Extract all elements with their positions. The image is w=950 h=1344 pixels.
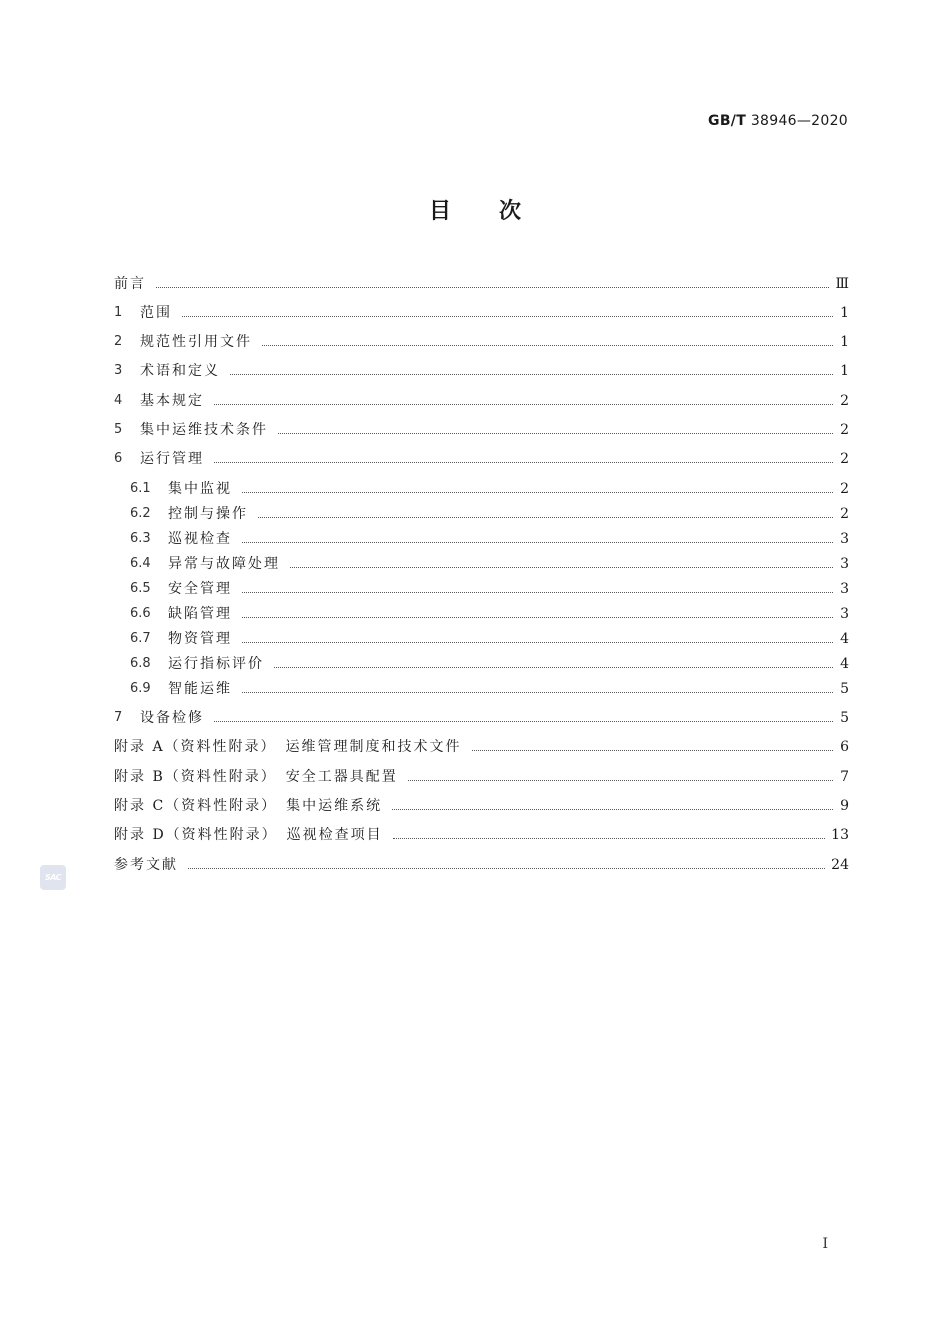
- toc-entry[interactable]: [114, 332, 849, 352]
- toc-entry[interactable]: [114, 303, 849, 323]
- toc-entry-page: 2: [840, 451, 849, 467]
- toc-entry-label: 范围: [140, 305, 172, 321]
- toc-entry[interactable]: [114, 274, 849, 294]
- toc-dot-leader: [274, 648, 833, 668]
- toc-entry[interactable]: [114, 449, 849, 469]
- toc-dot-leader: [156, 268, 829, 288]
- toc-entry-label: 参考文献: [114, 857, 178, 873]
- toc-entry-label: 运行指标评价: [168, 656, 264, 672]
- toc-entry-page: 5: [840, 710, 849, 726]
- toc-entry[interactable]: [114, 737, 849, 757]
- toc-entry-number: 6.3: [130, 531, 151, 546]
- toc-entry-number: 6.7: [130, 631, 151, 646]
- toc-entry-page: 1: [840, 305, 849, 321]
- toc-entry[interactable]: [114, 361, 849, 381]
- toc-entry-page: 7: [840, 769, 849, 785]
- toc-entry[interactable]: [130, 679, 849, 699]
- toc-entry-number: 2: [114, 334, 123, 349]
- toc-dot-leader: [214, 385, 833, 405]
- toc-dot-leader: [242, 473, 833, 493]
- toc-entry[interactable]: [130, 554, 849, 574]
- toc-dot-leader: [242, 523, 833, 543]
- toc-dot-leader: [472, 731, 833, 751]
- toc-entry-page: 3: [840, 581, 849, 597]
- toc-dot-leader: [278, 414, 833, 434]
- standard-code-prefix: GB/T: [708, 113, 747, 129]
- toc-entry-label: 前言: [114, 276, 146, 292]
- toc-entry-label: 运行管理: [140, 451, 204, 467]
- toc-dot-leader: [242, 673, 833, 693]
- toc-entry-page: 2: [840, 481, 849, 497]
- toc-entry-number: 5: [114, 422, 123, 437]
- toc-dot-leader: [242, 598, 833, 618]
- toc-entry-label: 附录 D（资料性附录） 巡视检查项目: [114, 827, 383, 843]
- toc-dot-leader: [290, 548, 833, 568]
- toc-entry-page: 4: [840, 656, 849, 672]
- toc-entry-number: 6.9: [130, 681, 151, 696]
- toc-dot-leader: [258, 498, 833, 518]
- toc-entry-number: 7: [114, 710, 123, 725]
- toc-entry-page: Ⅲ: [835, 276, 849, 292]
- toc-entry-number: 6.5: [130, 581, 151, 596]
- toc-entry-label: 基本规定: [140, 393, 204, 409]
- toc-entry[interactable]: [114, 825, 849, 845]
- toc-title: 目次: [428, 199, 569, 224]
- toc-entry-page: 3: [840, 556, 849, 572]
- sac-watermark-logo: SAC: [40, 865, 66, 890]
- toc-entry-number: 6.1: [130, 481, 151, 496]
- toc-dot-leader: [214, 443, 833, 463]
- toc-entry[interactable]: [114, 796, 849, 816]
- toc-entry-label: 附录 A（资料性附录） 运维管理制度和技术文件: [114, 739, 462, 755]
- toc-entry-page: 9: [840, 798, 849, 814]
- toc-entry-label: 巡视检查: [168, 531, 232, 547]
- toc-dot-leader: [230, 355, 833, 375]
- toc-entry[interactable]: [130, 579, 849, 599]
- toc-entry-label: 控制与操作: [168, 506, 248, 522]
- toc-entry-page: 13: [831, 827, 849, 843]
- toc-entry-number: 6.8: [130, 656, 151, 671]
- toc-entry-label: 集中运维技术条件: [140, 422, 268, 438]
- toc-entry-page: 1: [840, 334, 849, 350]
- toc-entry-label: 设备检修: [140, 710, 204, 726]
- toc-entry-number: 6.2: [130, 506, 151, 521]
- toc-entry[interactable]: [130, 654, 849, 674]
- toc-entry-number: 6: [114, 451, 123, 466]
- toc-entry[interactable]: [130, 504, 849, 524]
- toc-entry-number: 1: [114, 305, 123, 320]
- toc-dot-leader: [214, 702, 833, 722]
- toc-dot-leader: [182, 297, 833, 317]
- page-number: Ⅰ: [822, 1236, 828, 1252]
- toc-entry[interactable]: [130, 604, 849, 624]
- toc-entry[interactable]: [130, 479, 849, 499]
- toc-entry[interactable]: [130, 629, 849, 649]
- toc-dot-leader: [242, 623, 833, 643]
- toc-entry[interactable]: [114, 855, 849, 875]
- toc-entry-page: 6: [840, 739, 849, 755]
- toc-dot-leader: [262, 326, 833, 346]
- toc-entry-number: 6.4: [130, 556, 151, 571]
- toc-entry-label: 物资管理: [168, 631, 232, 647]
- toc-entry[interactable]: [114, 708, 849, 728]
- toc-entry-label: 智能运维: [168, 681, 232, 697]
- toc-entry-page: 5: [840, 681, 849, 697]
- toc-entry-page: 2: [840, 506, 849, 522]
- toc-entry[interactable]: [114, 767, 849, 787]
- toc-entry-page: 3: [840, 606, 849, 622]
- toc-entry-label: 集中监视: [168, 481, 232, 497]
- toc-dot-leader: [242, 573, 833, 593]
- toc-entry-page: 1: [840, 363, 849, 379]
- toc-entry[interactable]: [114, 391, 849, 411]
- toc-entry-label: 缺陷管理: [168, 606, 232, 622]
- toc-entry-label: 术语和定义: [140, 363, 220, 379]
- standard-code: [708, 113, 848, 129]
- toc-entry-label: 附录 C（资料性附录） 集中运维系统: [114, 798, 383, 814]
- toc-entry-number: 3: [114, 363, 123, 378]
- standard-code-number: 38946—2020: [750, 113, 848, 129]
- toc-entry-page: 4: [840, 631, 849, 647]
- toc-entry-label: 规范性引用文件: [140, 334, 252, 350]
- toc-dot-leader: [392, 790, 833, 810]
- toc-entry-number: 6.6: [130, 606, 151, 621]
- toc-entry-label: 安全管理: [168, 581, 232, 597]
- toc-entry[interactable]: [130, 529, 849, 549]
- toc-entry[interactable]: [114, 420, 849, 440]
- toc-dot-leader: [188, 849, 825, 869]
- toc-entry-number: 4: [114, 393, 123, 408]
- toc-dot-leader: [408, 761, 833, 781]
- toc-dot-leader: [393, 819, 825, 839]
- toc-entry-page: 2: [840, 422, 849, 438]
- toc-entry-label: 附录 B（资料性附录） 安全工器具配置: [114, 769, 398, 785]
- toc-entry-label: 异常与故障处理: [168, 556, 280, 572]
- toc-entry-page: 3: [840, 531, 849, 547]
- toc-entry-page: 24: [831, 857, 849, 873]
- toc-entry-page: 2: [840, 393, 849, 409]
